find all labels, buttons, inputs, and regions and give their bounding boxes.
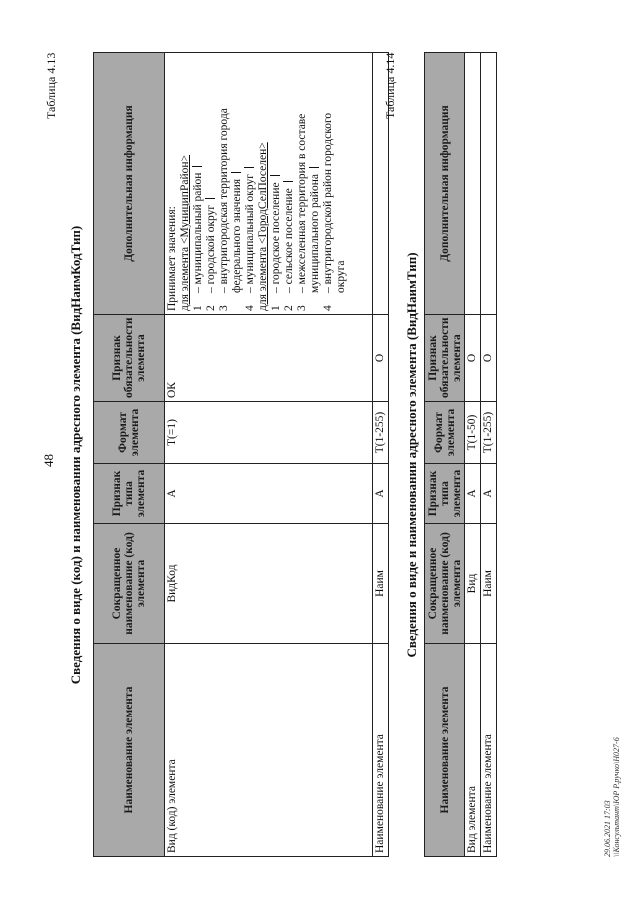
list-item: федерального значения [231,56,244,311]
info-intro: Принимает значения: [166,206,178,311]
header-type-flag: Признак типа элемента [425,464,465,524]
table-header-row [425,53,465,857]
list-item: 1– муниципальный район [192,56,205,311]
footer-path: \\Консультант\ЮР Р.ручко\Н027-6 [612,737,621,857]
cell-name: Вид (код) элемента [165,644,373,857]
info-group1-title: для элемента <МуниципРайон> [179,155,191,311]
header-additional-info: Дополнительная информация [425,53,465,315]
table-header-row [94,53,165,857]
cell-code: Наим [373,524,389,644]
cell-name: Наименование элемента [481,644,497,857]
cell-format: T(1-255) [373,402,389,464]
table-4-14-label: Таблица 4.14 [383,52,397,119]
cell-info [481,53,497,315]
table-4-14-title: Сведения о виде и наименовании адресного элемента (ВидНаимТип) [404,252,419,658]
table-4-13 [93,52,389,857]
cell-name: Наименование элемента [373,644,389,857]
table-4-13-title: Сведения о виде (код) и наименовании адресного элемента (ВидНаимКодТип) [68,225,83,685]
table-4-13-label: Таблица 4.13 [44,52,58,119]
list-item: 3– внутригородская территория города [218,108,230,311]
cell-code: ВидКод [165,524,373,644]
cell-code: Вид [465,524,481,644]
cell-type: А [465,464,481,524]
cell-required: О [465,315,481,402]
cell-name: Вид элемента [465,644,481,857]
list-item: муниципального района [309,56,322,311]
header-additional-info: Дополнительная информация [94,53,165,315]
cell-format: T(1-50) [465,402,481,464]
header-type-flag: Признак типа элемента [94,464,165,524]
cell-code: Наим [481,524,497,644]
table-4-14 [424,52,497,857]
header-format: Формат элемента [425,402,465,464]
cell-format: T(=1) [165,402,373,464]
cell-type: А [481,464,497,524]
cell-format: T(1-255) [481,402,497,464]
footer-stamp [603,737,621,857]
table-row [165,53,373,857]
cell-required: О [373,315,389,402]
table-row [465,53,481,857]
header-short-name: Сокращенное наименование (код) элемента [94,524,165,644]
cell-required: О [481,315,497,402]
footer-date: 29.06.2021 17:03 [603,800,612,857]
cell-info [465,53,481,315]
list-item: 2– сельское поселение [283,56,296,311]
list-item: 3– межселенная территория в составе [296,113,308,311]
header-format: Формат элемента [94,402,165,464]
header-short-name: Сокращенное наименование (код) элемента [425,524,465,644]
cell-required: ОК [165,315,373,402]
list-item: 1– городское поселение [270,56,283,311]
page-number: 48 [41,454,56,467]
header-required: Признак обязательности элемента [94,315,165,402]
header-element-name: Наименование элемента [94,644,165,857]
cell-type: А [165,464,373,524]
list-item: 2– городской округ [205,56,218,311]
table-row [481,53,497,857]
list-item: 4– муниципальный округ [244,56,257,311]
cell-info [165,53,373,315]
info-group2-title: для элемента <ГородСелПоселен> [257,142,269,311]
header-required: Признак обязательности элемента [425,315,465,402]
table-row [373,53,389,857]
list-item: 4– внутригородской район городского [322,112,334,311]
cell-type: А [373,464,389,524]
list-item: округа [335,260,347,293]
header-element-name: Наименование элемента [425,644,465,857]
